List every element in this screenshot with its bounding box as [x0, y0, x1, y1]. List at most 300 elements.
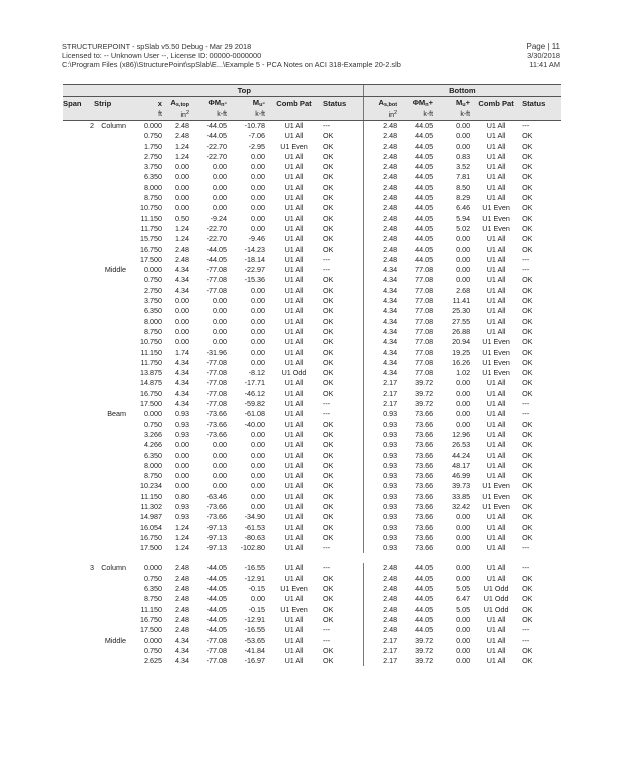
cell-st: ---: [323, 409, 331, 419]
cell-strip: [94, 481, 126, 491]
cell-stb: OK: [522, 141, 533, 151]
cell-mub: 48.17: [452, 460, 471, 470]
cell-pmnb: 39.72: [415, 645, 434, 655]
cell-pmn: -44.05: [206, 573, 227, 583]
table-row: [63, 234, 561, 244]
cell-as: 4.34: [175, 656, 189, 666]
table-row: [63, 358, 561, 368]
cell-stb: OK: [522, 151, 533, 161]
cell-x: 6.350: [144, 450, 162, 460]
cell-st: OK: [323, 450, 334, 460]
cell-mu: -59.82: [244, 399, 265, 409]
cell-pmn: -44.05: [206, 625, 227, 635]
cell-mu: -61.53: [244, 522, 265, 532]
cell-cp: U1 All: [284, 399, 304, 409]
cell-x: 11.750: [140, 223, 162, 233]
cell-asb: 0.93: [363, 471, 397, 481]
cell-cpb: U1 All: [486, 460, 506, 470]
cell-stb: ---: [522, 543, 530, 553]
cell-stb: OK: [522, 471, 533, 481]
cell-strip: [94, 255, 126, 265]
col-mu-neg: $M_u-$: [227, 97, 265, 110]
cell-pmn: -97.13: [206, 522, 227, 532]
cell-strip: [94, 451, 126, 461]
cell-cp: U1 All: [284, 614, 304, 624]
cell-mu: 0.00: [251, 481, 265, 491]
cell-pmn: 0.00: [213, 337, 227, 347]
col-span: Span: [63, 97, 94, 110]
cell-cp: U1 Even: [280, 141, 308, 151]
report-time: 11:41 AM: [529, 60, 560, 69]
cell-cp: U1 All: [284, 573, 304, 583]
cell-cpb: U1 All: [486, 131, 506, 141]
cell-as: 2.48: [175, 594, 189, 604]
cell-pmn: -44.05: [206, 563, 227, 573]
cell-st: OK: [323, 316, 334, 326]
flexural-capacity-table: [63, 84, 561, 666]
col-as-bot: $A_{s,bot}$: [363, 97, 397, 110]
cell-st: OK: [323, 296, 334, 306]
cell-strip: [94, 224, 126, 234]
table-row: [63, 152, 561, 162]
cell-span: [63, 543, 94, 553]
cell-strip: [94, 131, 126, 141]
cell-mub: 0.00: [456, 419, 471, 429]
cell-x: 16.750: [140, 244, 162, 254]
cell-mub: 0.00: [456, 378, 471, 388]
cell-strip: [94, 399, 126, 409]
cell-mub: 5.05: [456, 604, 471, 614]
cell-st: OK: [323, 285, 334, 295]
cell-mu: -41.84: [244, 645, 265, 655]
cell-strip: [94, 584, 126, 594]
cell-st: OK: [323, 604, 334, 614]
cell-stb: OK: [522, 656, 533, 666]
table-row: [63, 399, 561, 409]
cell-st: OK: [323, 151, 334, 161]
cell-span: [63, 594, 94, 604]
cell-mub: 16.26: [452, 357, 471, 367]
col-as-top: $A_{s,top}$: [162, 97, 189, 110]
cell-span: [63, 605, 94, 615]
unit-mu-neg: k-ft: [227, 109, 265, 121]
cell-x: 0.750: [144, 131, 162, 141]
cell-as: 0.93: [175, 501, 189, 511]
cell-cp: U1 All: [284, 316, 304, 326]
cell-st: OK: [323, 532, 334, 542]
cell-strip: Beam: [107, 409, 126, 419]
cell-x: 17.500: [140, 399, 162, 409]
cell-cpb: U1 Even: [482, 481, 510, 491]
table-row: [63, 327, 561, 337]
cell-as: 0.00: [175, 316, 189, 326]
cell-cp: U1 All: [284, 645, 304, 655]
cell-cpb: U1 Even: [482, 203, 510, 213]
cell-strip: [94, 523, 126, 533]
cell-asb: 4.34: [363, 348, 397, 358]
cell-span: [63, 214, 94, 224]
cell-stb: OK: [522, 532, 533, 542]
cell-pmnb: 77.08: [415, 285, 434, 295]
cell-asb: 2.48: [363, 131, 397, 141]
cell-cp: U1 All: [284, 635, 304, 645]
cell-cpb: U1 All: [486, 121, 506, 130]
cell-pmnb: 39.72: [415, 388, 434, 398]
cell-mub: 0.00: [456, 131, 471, 141]
cell-as: 0.00: [175, 182, 189, 192]
cell-stb: OK: [522, 440, 533, 450]
cell-x: 11.150: [140, 213, 162, 223]
cell-as: 1.24: [175, 532, 189, 542]
unit-phi-mn-pos: k-ft: [397, 109, 433, 121]
cell-x: 11.150: [140, 347, 162, 357]
cell-as: 4.34: [175, 275, 189, 285]
units-row: [63, 109, 561, 121]
cell-cp: U1 All: [284, 275, 304, 285]
table-row: [63, 348, 561, 358]
cell-pmn: -22.70: [206, 151, 227, 161]
cell-mu: -16.55: [244, 563, 265, 573]
cell-as: 1.24: [175, 151, 189, 161]
cell-stb: OK: [522, 213, 533, 223]
cell-asb: 0.93: [363, 502, 397, 512]
cell-cpb: U1 All: [486, 635, 506, 645]
cell-span: [63, 574, 94, 584]
cell-as: 1.24: [175, 141, 189, 151]
cell-pmnb: 73.66: [415, 409, 434, 419]
table-row: [63, 420, 561, 430]
cell-asb: 2.48: [363, 224, 397, 234]
cell-span: [63, 471, 94, 481]
cell-st: OK: [323, 244, 334, 254]
cell-cp: U1 All: [284, 656, 304, 666]
cell-st: ---: [323, 625, 331, 635]
cell-cpb: U1 Even: [482, 347, 510, 357]
cell-st: OK: [323, 378, 334, 388]
cell-x: 0.750: [144, 573, 162, 583]
table-row: [63, 625, 561, 635]
cell-cp: U1 All: [284, 347, 304, 357]
cell-pmn: 0.00: [213, 326, 227, 336]
cell-mub: 39.73: [452, 481, 471, 491]
cell-mub: 0.00: [456, 141, 471, 151]
cell-x: 17.500: [140, 254, 162, 264]
cell-span: [63, 420, 94, 430]
cell-pmn: 0.00: [213, 162, 227, 172]
table-row: [63, 131, 561, 141]
cell-x: 0.000: [144, 635, 162, 645]
cell-span: [63, 296, 94, 306]
cell-cp: U1 All: [284, 254, 304, 264]
cell-as: 4.34: [175, 285, 189, 295]
cell-mub: 19.25: [452, 347, 471, 357]
cell-cp: U1 Even: [280, 604, 308, 614]
cell-st: OK: [323, 141, 334, 151]
cell-x: 6.350: [144, 306, 162, 316]
cell-cpb: U1 All: [486, 265, 506, 275]
cell-stb: OK: [522, 481, 533, 491]
cell-pmn: 0.00: [213, 306, 227, 316]
cell-strip: [94, 615, 126, 625]
cell-strip: [94, 172, 126, 182]
cell-span: [63, 492, 94, 502]
cell-cp: U1 All: [284, 429, 304, 439]
cell-asb: 2.17: [363, 656, 397, 666]
cell-asb: 0.93: [363, 461, 397, 471]
cell-cpb: U1 All: [486, 151, 506, 161]
cell-asb: 4.34: [363, 275, 397, 285]
table-row: [63, 512, 561, 522]
cell-stb: OK: [522, 594, 533, 604]
cell-mub: 5.02: [456, 223, 471, 233]
cell-asb: 2.48: [363, 203, 397, 213]
cell-span: [63, 234, 94, 244]
cell-x: 6.350: [144, 584, 162, 594]
cell-mub: 0.00: [456, 563, 471, 573]
cell-as: 2.48: [175, 563, 189, 573]
cell-pmnb: 73.66: [415, 460, 434, 470]
cell-asb: 0.93: [363, 481, 397, 491]
cell-stb: ---: [522, 399, 530, 409]
cell-pmnb: 44.05: [415, 203, 434, 213]
cell-as: 0.00: [175, 440, 189, 450]
cell-mu: 0.00: [251, 162, 265, 172]
cell-as: 2.48: [175, 131, 189, 141]
col-mu-pos: $M_u+$: [433, 97, 470, 110]
table-row: [63, 224, 561, 234]
file-path: C:\Program Files (x86)\StructurePoint\spSlab\E...\Example 5 - PCA Notes on ACI 318-Example 20-2.slb: [62, 60, 401, 69]
cell-asb: 4.34: [363, 337, 397, 347]
cell-cpb: U1 Even: [482, 213, 510, 223]
cell-stb: OK: [522, 450, 533, 460]
cell-st: ---: [323, 563, 331, 573]
cell-stb: OK: [522, 573, 533, 583]
cell-asb: 2.48: [363, 255, 397, 265]
cell-stb: OK: [522, 193, 533, 203]
cell-asb: 2.48: [363, 172, 397, 182]
table-row: [63, 594, 561, 604]
table-row: [63, 162, 561, 172]
cell-cp: U1 All: [284, 131, 304, 141]
cell-st: OK: [323, 182, 334, 192]
cell-st: OK: [323, 172, 334, 182]
cell-stb: OK: [522, 584, 533, 594]
unit-x: ft: [126, 109, 162, 121]
cell-cp: U1 Odd: [281, 368, 307, 378]
cell-pmn: 0.00: [213, 182, 227, 192]
cell-stb: OK: [522, 203, 533, 213]
cell-st: OK: [323, 193, 334, 203]
cell-st: OK: [323, 460, 334, 470]
cell-mu: 0.00: [251, 471, 265, 481]
cell-pmnb: 77.08: [415, 306, 434, 316]
cell-as: 1.24: [175, 543, 189, 553]
cell-pmnb: 44.05: [415, 563, 434, 573]
report-header-right: [526, 42, 560, 69]
cell-as: 2.48: [175, 614, 189, 624]
cell-pmnb: 44.05: [415, 584, 434, 594]
cell-strip: [94, 193, 126, 203]
cell-pmn: 0.00: [213, 471, 227, 481]
cell-stb: OK: [522, 368, 533, 378]
cell-strip: [94, 183, 126, 193]
cell-span: [63, 337, 94, 347]
cell-pmn: -44.05: [206, 121, 227, 130]
table-row: [63, 440, 561, 450]
cell-cpb: U1 All: [486, 656, 506, 666]
report-header-left: [62, 42, 401, 69]
cell-st: OK: [323, 471, 334, 481]
cell-stb: OK: [522, 522, 533, 532]
cell-mu: 0.00: [251, 151, 265, 161]
cell-as: 4.34: [175, 265, 189, 275]
cell-cp: U1 All: [284, 296, 304, 306]
cell-mu: -34.90: [244, 512, 265, 522]
cell-mub: 5.94: [456, 213, 471, 223]
cell-st: OK: [323, 275, 334, 285]
cell-span: [63, 451, 94, 461]
cell-pmnb: 73.66: [415, 532, 434, 542]
cell-as: 0.00: [175, 162, 189, 172]
cell-cpb: U1 Even: [482, 368, 510, 378]
column-header-row: [63, 97, 561, 110]
cell-x: 14.875: [140, 378, 162, 388]
cell-asb: 4.34: [363, 317, 397, 327]
cell-cpb: U1 All: [486, 285, 506, 295]
cell-pmn: -77.08: [206, 265, 227, 275]
cell-pmn: -73.66: [206, 419, 227, 429]
cell-mu: -9.46: [248, 234, 265, 244]
cell-as: 0.80: [175, 491, 189, 501]
cell-mub: 25.30: [452, 306, 471, 316]
cell-x: 8.750: [144, 193, 162, 203]
cell-strip: [94, 492, 126, 502]
cell-st: OK: [323, 234, 334, 244]
table-row: [63, 636, 561, 646]
cell-asb: 2.48: [363, 615, 397, 625]
table-row: [63, 214, 561, 224]
cell-as: 2.48: [175, 254, 189, 264]
cell-span: [63, 152, 94, 162]
cell-stb: OK: [522, 645, 533, 655]
table-row: [63, 574, 561, 584]
group-header-row: [63, 85, 561, 97]
cell-span: [63, 502, 94, 512]
cell-cpb: U1 Odd: [483, 604, 509, 614]
cell-x: 2.750: [144, 285, 162, 295]
cell-pmnb: 44.05: [415, 254, 434, 264]
table-row: [63, 142, 561, 152]
cell-asb: 4.34: [363, 296, 397, 306]
cell-mub: 0.00: [456, 573, 471, 583]
cell-x: 11.150: [140, 491, 162, 501]
cell-mu: 0.00: [251, 223, 265, 233]
cell-x: 0.000: [144, 409, 162, 419]
cell-pmnb: 73.66: [415, 501, 434, 511]
cell-stb: OK: [522, 285, 533, 295]
cell-mub: 2.68: [456, 285, 471, 295]
cell-stb: OK: [522, 347, 533, 357]
cell-as: 0.00: [175, 481, 189, 491]
cell-cp: U1 All: [284, 213, 304, 223]
table-row: [63, 646, 561, 656]
cell-stb: OK: [522, 162, 533, 172]
table-row: [63, 461, 561, 471]
cell-cpb: U1 All: [486, 543, 506, 553]
cell-span: [63, 656, 94, 666]
cell-asb: 0.93: [363, 543, 397, 553]
cell-cpb: U1 All: [486, 419, 506, 429]
cell-cp: U1 All: [284, 522, 304, 532]
cell-mub: 5.05: [456, 584, 471, 594]
cell-mu: 0.00: [251, 594, 265, 604]
cell-span: [63, 625, 94, 635]
cell-asb: 2.17: [363, 636, 397, 646]
col-strip: Strip: [94, 97, 126, 110]
cell-mub: 0.00: [456, 645, 471, 655]
cell-asb: 0.93: [363, 492, 397, 502]
cell-pmnb: 73.66: [415, 450, 434, 460]
cell-as: 0.50: [175, 213, 189, 223]
cell-st: OK: [323, 614, 334, 624]
cell-strip: [94, 275, 126, 285]
cell-cpb: U1 All: [486, 409, 506, 419]
cell-cpb: U1 All: [486, 522, 506, 532]
cell-pmn: -73.66: [206, 512, 227, 522]
cell-pmn: -63.46: [206, 491, 227, 501]
cell-span: [63, 275, 94, 285]
cell-x: 0.750: [144, 275, 162, 285]
cell-stb: OK: [522, 419, 533, 429]
cell-pmn: -73.66: [206, 409, 227, 419]
cell-pmn: 0.00: [213, 296, 227, 306]
cell-span: [63, 172, 94, 182]
cell-pmnb: 73.66: [415, 419, 434, 429]
unit-as-top: $in^2$: [162, 109, 189, 121]
cell-pmnb: 73.66: [415, 543, 434, 553]
cell-cpb: U1 All: [486, 141, 506, 151]
cell-pmnb: 73.66: [415, 471, 434, 481]
cell-cpb: U1 Even: [482, 337, 510, 347]
cell-pmn: -44.05: [206, 131, 227, 141]
cell-span: [63, 162, 94, 172]
cell-cp: U1 All: [284, 481, 304, 491]
cell-x: 17.500: [140, 625, 162, 635]
cell-mu: 0.00: [251, 203, 265, 213]
cell-cp: U1 All: [284, 594, 304, 604]
cell-st: ---: [323, 543, 331, 553]
unit-mu-pos: k-ft: [433, 109, 470, 121]
cell-pmn: 0.00: [213, 481, 227, 491]
table-row: [63, 183, 561, 193]
cell-strip: Column: [101, 563, 126, 573]
cell-pmn: 0.00: [213, 460, 227, 470]
unit-phi-mn-neg: k-ft: [189, 109, 227, 121]
cell-st: OK: [323, 594, 334, 604]
cell-mub: 33.85: [452, 491, 471, 501]
cell-as: 0.00: [175, 326, 189, 336]
report-date: 3/30/2018: [527, 51, 560, 60]
cell-mu: -17.71: [244, 378, 265, 388]
table-body: [63, 121, 561, 667]
cell-pmnb: 44.05: [415, 244, 434, 254]
cell-strip: [94, 461, 126, 471]
cell-pmn: -77.08: [206, 399, 227, 409]
cell-mub: 26.88: [452, 326, 471, 336]
cell-strip: [94, 440, 126, 450]
cell-mu: 0.00: [251, 326, 265, 336]
cell-cpb: U1 All: [486, 563, 506, 573]
